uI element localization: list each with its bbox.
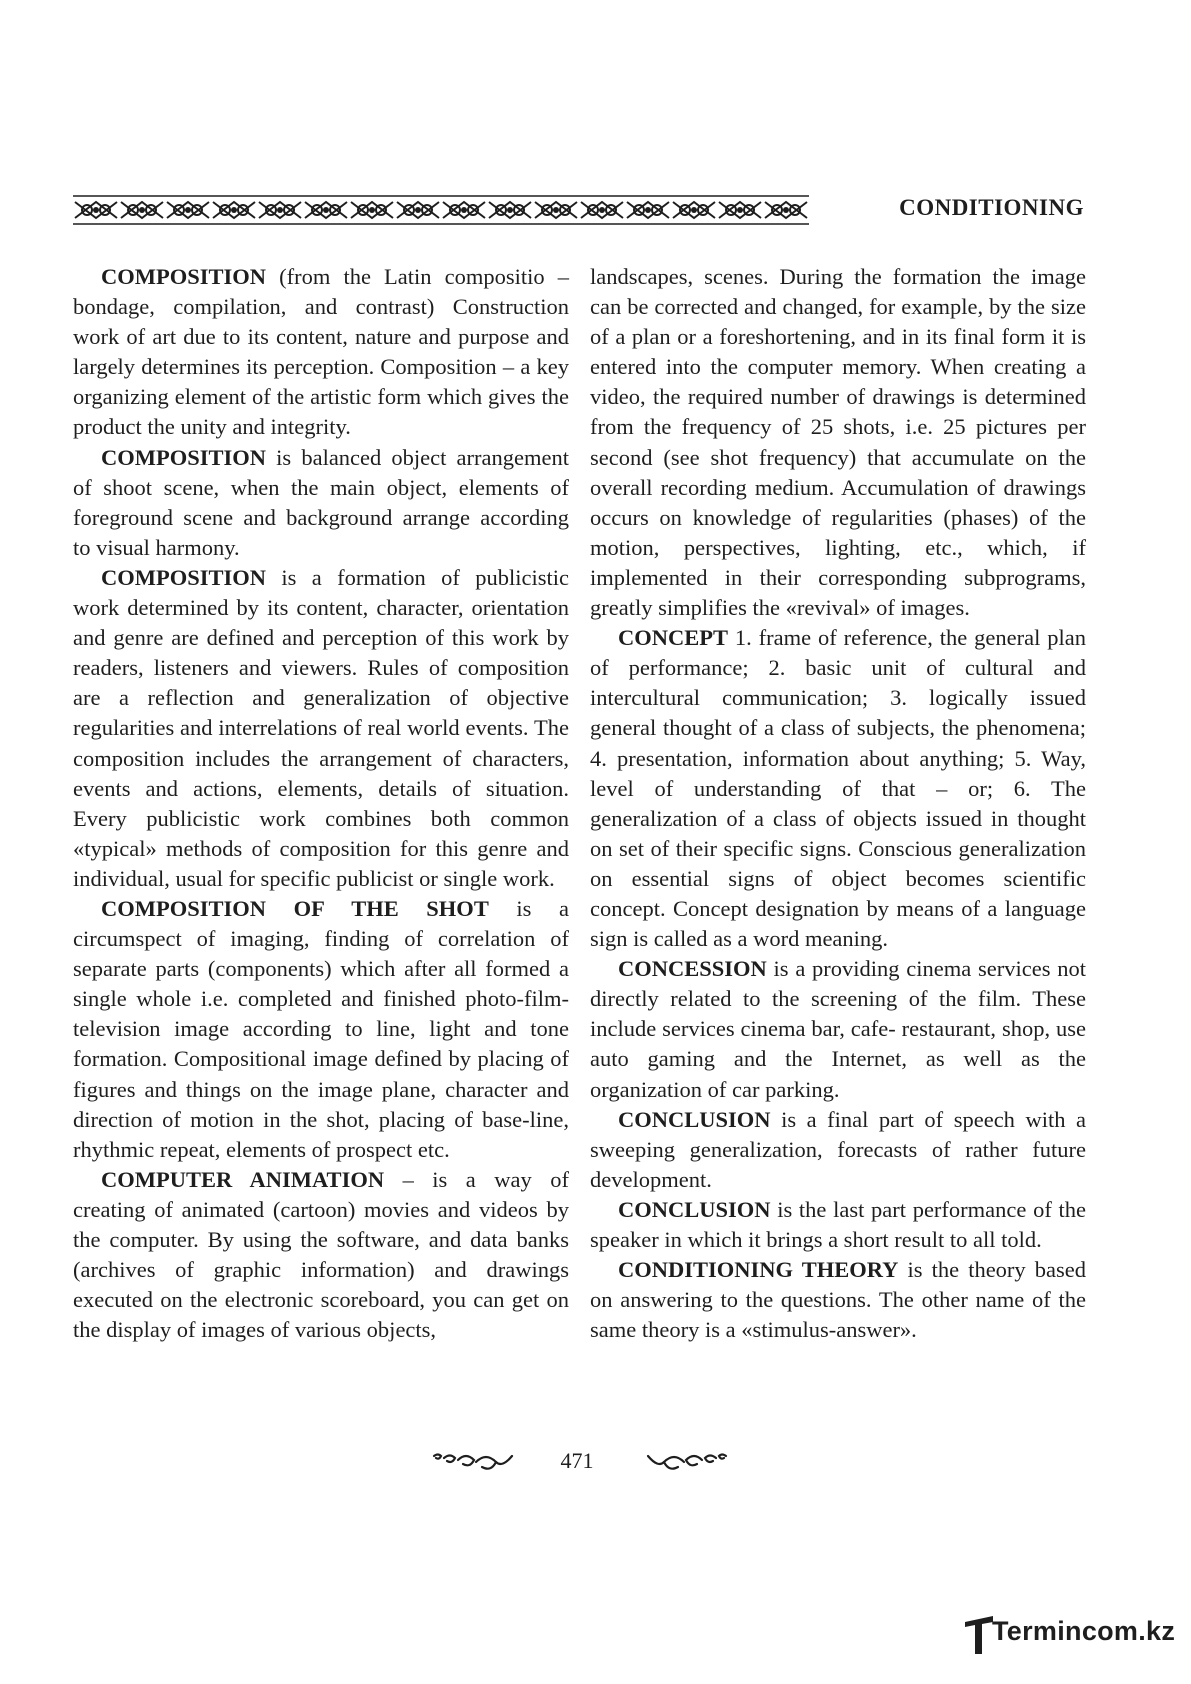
left-column (73, 262, 569, 1345)
dictionary-entry (590, 623, 1086, 954)
entry-text: is a formation of publicistic work determined by its content, character, orientation and genre are defined and perception of this work by readers, listeners and viewers. Rules of composition are a reflection and generalization of objective regularities and interrelations of real world events. The composition includes the arrangement of characters, events and actions, elements, details of situation. Every publicistic work combines both common «typical» methods of composition for this genre and individual, usual for specific publicist or single work. (73, 564, 569, 891)
scroll-ornament-right-icon (644, 1450, 730, 1474)
entry-term: CONDITIONING THEORY (618, 1257, 899, 1283)
ornament-band-icon (73, 193, 809, 227)
watermark-text[interactable]: Termincom.kz (992, 1616, 1176, 1646)
entry-term: CONCLUSION (618, 1196, 771, 1222)
entry-term: COMPOSITION (101, 264, 267, 289)
dictionary-entry (73, 1165, 569, 1346)
dictionary-entry (590, 1105, 1086, 1195)
watermark-logo-icon (962, 1612, 996, 1658)
entry-term: COMPOSITION (101, 444, 267, 470)
right-column (590, 262, 1086, 1345)
entry-text: 1. frame of reference, the general plan of performance; 2. basic unit of cultural and intercultural communication; 3. logically issued general thought of a class of subjects, the phenomena; 4. presentation, information about anything; 5. Way, level of understanding of that – or; 6. The generalization of a class of objects issued in thought on set of their specific signs. Conscious generalization on essential signs of object becomes scientific concept. Concept designation by means of a language sign is called as a word meaning. (590, 625, 1086, 952)
scroll-ornament-left-icon (430, 1450, 516, 1474)
entry-term: COMPOSITION (101, 564, 267, 590)
page-footer (0, 1448, 1191, 1476)
running-header (73, 193, 1084, 227)
entry-term: CONCESSION (618, 956, 767, 982)
page-number: 471 (560, 1448, 594, 1473)
dictionary-entry (73, 262, 569, 443)
dictionary-entry (73, 563, 569, 894)
entry-text: is a final part of speech with a sweeping generalization, forecasts of rather future development. (590, 1106, 1086, 1192)
entry-continuation: landscapes, scenes. During the formation the image can be corrected and changed, for example, by the size of a plan or a foreshortening, and in its final form it is entered into the computer memory. When creating a video, the required number of drawings is determined from the frequency of 25 shots, i.e. 25 pictures per second (see shot frequency) that accumulate on the overall recording medium. Accumulation of drawings occurs on knowledge of regularities (phases) of the motion, perspectives, lighting, etc., which, if implemented in their corresponding subprograms, greatly simplifies the «revival» of images. (590, 264, 1086, 621)
entry-term: CONCEPT (618, 625, 729, 651)
entry-text: is a providing cinema services not directly related to the screening of the film. These include services cinema bar, cafe- restaurant, shop, use auto gaming and the Internet, as well as the organization of car parking. (590, 956, 1086, 1102)
dictionary-entry (73, 443, 569, 563)
entry-term: COMPUTER ANIMATION (101, 1166, 385, 1192)
entry-term: COMPOSITION OF THE SHOT (101, 895, 489, 921)
dictionary-entry (590, 1195, 1086, 1255)
header-title: CONDITIONING (899, 195, 1084, 220)
dictionary-entry (590, 954, 1086, 1104)
entry-text: (from the Latin compositio – bondage, compilation, and contrast) Construction work of art due to its content, nature and purpose and largely determines its perception. Composition – a key organizing element of the artistic form which gives the product the unity and integrity. (73, 264, 569, 440)
entry-text: is balanced object arrangement of shoot scene, when the main object, elements of foreground scene and background arrange according to visual harmony. (73, 444, 569, 560)
entry-text: is the theory based on answering to the questions. The other name of the same theory is a «stimulus-answer». (590, 1257, 1086, 1343)
entry-text: – is a way of creating of animated (cartoon) movies and videos by the computer. By using the software, and data banks (archives of graphic information) and drawings executed on the electronic scoreboard, you can get on the display of images of various objects, (73, 1166, 569, 1343)
dictionary-entry (590, 1255, 1086, 1345)
entry-text: is the last part performance of the speaker in which it brings a short result to all told. (590, 1196, 1086, 1252)
dictionary-entry (73, 894, 569, 1165)
site-watermark (962, 1612, 1176, 1658)
entry-text: is a circumspect of imaging, finding of correlation of separate parts (components) which after all formed a single whole i.e. completed and finished photo-film-television image according to line, light and tone formation. Compositional image defined by placing of figures and things on the image plane, character and direction of motion in the shot, placing of base-line, rhythmic repeat, elements of prospect etc. (73, 895, 569, 1162)
entry-term: CONCLUSION (618, 1106, 771, 1132)
